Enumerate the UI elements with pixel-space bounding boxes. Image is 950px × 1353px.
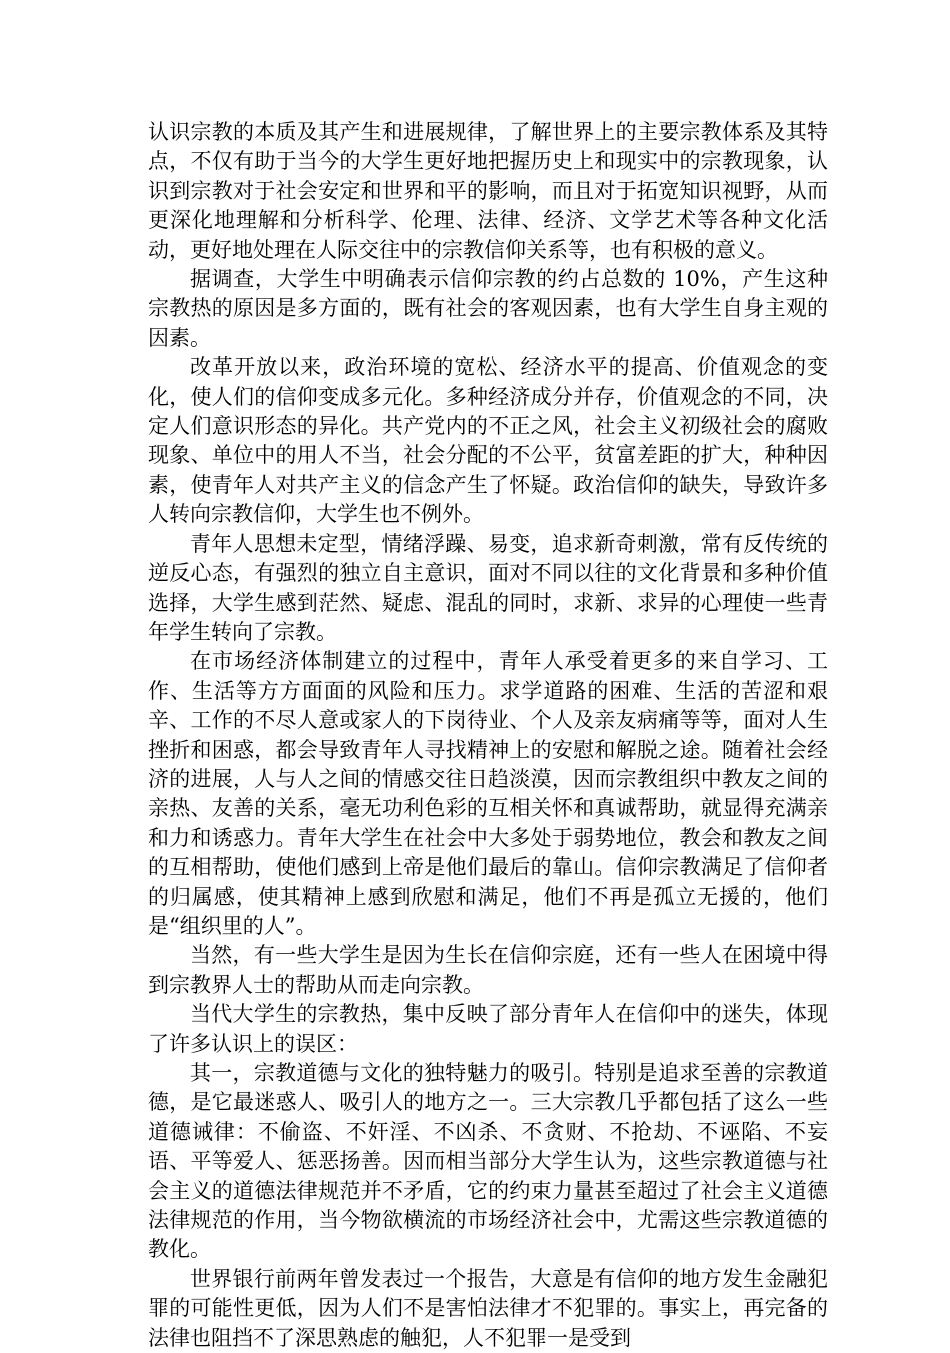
paragraph-4: 青年人思想未定型，情绪浮躁、易变，追求新奇刺激，常有反传统的逆反心态，有强烈的独立自主意识，面对不同以往的文化背景和多种价值选择，大学生感到茫然、疑虑、混乱的同时，求新、求异的心理使一些青年学生转向了宗教。 xyxy=(148,531,828,644)
paragraph-6: 当然，有一些大学生是因为生长在信仰宗庭，还有一些人在困境中得到宗教界人士的帮助从而走向宗教。 xyxy=(148,943,828,997)
paragraph-1: 认识宗教的本质及其产生和进展规律，了解世界上的主要宗教体系及其特点，不仅有助于当今的大学生更好地把握历史上和现实中的宗教现象，认识到宗教对于社会安定和世界和平的影响，而且对于拓宽知识视野，从而更深化地理解和分析科学、伦理、法律、经济、文学艺术等各种文化活动，更好地处理在人际交往中的宗教信仰关系等，也有积极的意义。 xyxy=(148,120,828,262)
paragraph-3: 改革开放以来，政治环境的宽松、经济水平的提高、价值观念的变化，使人们的信仰变成多元化。多种经济成分并存，价值观念的不同，决定人们意识形态的异化。共产党内的不正之风，社会主义初级社会的腐败现象、单位中的用人不当，社会分配的不公平，贫富差距的扩大，种种因素，使青年人对共产主义的信念产生了怀疑。政治信仰的缺失，导致许多人转向宗教信仰，大学生也不例外。 xyxy=(148,355,828,527)
paragraph-2: 据调查，大学生中明确表示信仰宗教的约占总数的 10%，产生这种宗教热的原因是多方面的，既有社会的客观因素，也有大学生自身主观的因素。 xyxy=(148,267,828,350)
paragraph-8: 其一，宗教道德与文化的独特魅力的吸引。特别是追求至善的宗教道德，是它最迷惑人、吸引人的地方之一。三大宗教几乎都包括了这么一些道德诫律：不偷盗、不奸淫、不凶杀、不贪财、不抢劫、不诬陷、不妄语、平等爱人、惩恶扬善。因而相当部分大学生认为，这些宗教道德与社会主义的道德法律规范并不矛盾，它的约束力量甚至超过了社会主义道德法律规范的作用，当今物欲横流的市场经济社会中，尤需这些宗教道德的教化。 xyxy=(148,1061,828,1262)
paragraph-7: 当代大学生的宗教热，集中反映了部分青年人在信仰中的迷失，体现了许多认识上的误区： xyxy=(148,1002,828,1056)
document-body xyxy=(148,118,828,1353)
paragraph-5: 在市场经济体制建立的过程中，青年人承受着更多的来自学习、工作、生活等方方面面的风险和压力。求学道路的困难、生活的苦涩和艰辛、工作的不尽人意或家人的下岗待业、个人及亲友病痛等等，面对人生挫折和困惑，都会导致青年人寻找精神上的安慰和解脱之途。随着社会经济的进展，人与人之间的情感交往日趋淡漠，因而宗教组织中教友之间的亲热、友善的关系，毫无功利色彩的互相关怀和真诚帮助，就显得充满亲和力和诱惑力。青年大学生在社会中大多处于弱势地位，教会和教友之间的互相帮助，使他们感到上帝是他们最后的靠山。信仰宗教满足了信仰者的归属感，使其精神上感到欣慰和满足，他们不再是孤立无援的，他们是“组织里的人”。 xyxy=(148,649,828,938)
paragraph-9: 世界银行前两年曾发表过一个报告，大意是有信仰的地方发生金融犯罪的可能性更低，因为人们不是害怕法律才不犯罪的。事实上，再完备的法律也阻挡不了深思熟虑的触犯，人不犯罪一是受到 xyxy=(148,1266,828,1350)
